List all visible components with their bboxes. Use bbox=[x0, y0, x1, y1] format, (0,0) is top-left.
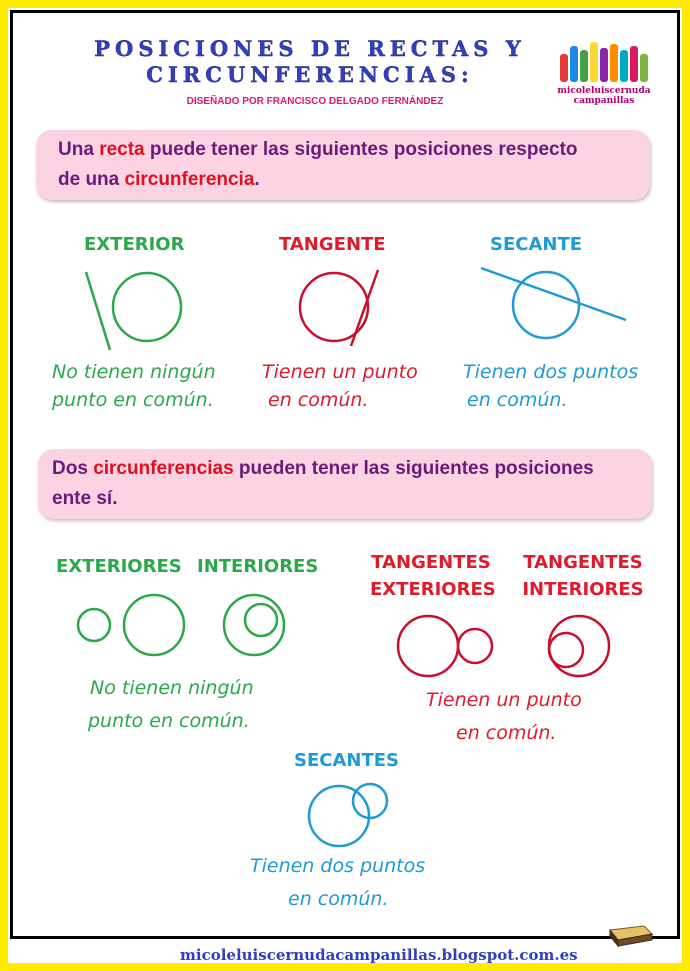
label-line: INTERIORES bbox=[522, 579, 644, 600]
desc-line: punto en común. bbox=[88, 710, 250, 732]
intro-circ-line2 bbox=[52, 484, 636, 514]
page-title-line2: CIRCUNFERENCIAS: bbox=[146, 62, 474, 87]
diagram-exteriores bbox=[78, 595, 184, 655]
highlight-circunferencia: circunferencia bbox=[124, 169, 255, 190]
highlight-circunferencias: circunferencias bbox=[93, 458, 234, 479]
desc-line: punto en común. bbox=[52, 389, 214, 411]
label-secante: SECANTE bbox=[490, 234, 583, 255]
diagram-exterior bbox=[86, 272, 181, 350]
logo-caption-line2: campanillas bbox=[573, 96, 635, 106]
desc-line: Tienen dos puntos bbox=[250, 855, 426, 877]
desc-secante bbox=[463, 358, 638, 414]
desc-line: No tienen ningún bbox=[90, 677, 254, 699]
desc-secantes bbox=[250, 850, 425, 916]
label-secantes: SECANTES bbox=[294, 750, 400, 771]
label-tangentes-interiores bbox=[520, 552, 646, 600]
logo-caption-line1: micoleluiscernuda bbox=[557, 86, 651, 96]
desc-exterior bbox=[52, 358, 216, 414]
diagram-tangentes-interiores bbox=[549, 616, 609, 676]
text-fragment: pueden tener las siguientes posiciones bbox=[233, 458, 594, 479]
highlight-recta: recta bbox=[99, 139, 145, 160]
label-interiores: INTERIORES bbox=[197, 556, 319, 577]
label-line: TANGENTES bbox=[523, 552, 643, 573]
diagram-interiores bbox=[224, 595, 284, 655]
text-fragment: . bbox=[254, 169, 260, 190]
desc-line: Tienen un punto bbox=[262, 361, 418, 383]
author-credit: DISEÑADO POR FRANCISCO DELGADO FERNÁNDEZ bbox=[186, 96, 444, 107]
text-fragment: Dos bbox=[52, 458, 94, 479]
diagram-secantes bbox=[309, 784, 387, 846]
label-tangentes-exteriores bbox=[370, 552, 496, 600]
text-fragment: ente sí. bbox=[52, 488, 118, 509]
footer-url: micoleluiscernudacampanillas.blogspot.com.es bbox=[180, 946, 578, 964]
intro-circ-line1 bbox=[52, 454, 636, 484]
page-title-line1: POSICIONES DE RECTAS Y bbox=[94, 36, 526, 61]
desc-line: Tienen un punto bbox=[426, 689, 582, 711]
label-line: TANGENTES bbox=[371, 552, 491, 573]
desc-tangente bbox=[262, 358, 418, 414]
desc-line: Tienen dos puntos bbox=[463, 361, 639, 383]
label-exterior: EXTERIOR bbox=[84, 234, 185, 255]
label-line: EXTERIORES bbox=[370, 579, 496, 600]
intro-box-circunferencias bbox=[38, 449, 652, 519]
desc-line: en común. bbox=[456, 722, 557, 744]
label-exteriores: EXTERIORES bbox=[56, 556, 182, 577]
eraser-icon bbox=[604, 918, 656, 948]
desc-tangentes bbox=[426, 684, 582, 750]
text-fragment: Una bbox=[58, 139, 100, 160]
text-fragment: de una bbox=[58, 169, 125, 190]
desc-exteriores-interiores bbox=[90, 672, 254, 738]
desc-line: en común. bbox=[467, 389, 568, 411]
label-tangente: TANGENTE bbox=[279, 234, 386, 255]
desc-line: en común. bbox=[268, 389, 369, 411]
diagram-tangente bbox=[300, 270, 378, 346]
diagram-tangentes-exteriores bbox=[398, 616, 492, 676]
text-fragment: puede tener las siguientes posiciones respecto bbox=[144, 139, 578, 160]
desc-line: No tienen ningún bbox=[52, 361, 216, 383]
diagram-secante bbox=[481, 268, 626, 338]
desc-line: en común. bbox=[288, 888, 389, 910]
